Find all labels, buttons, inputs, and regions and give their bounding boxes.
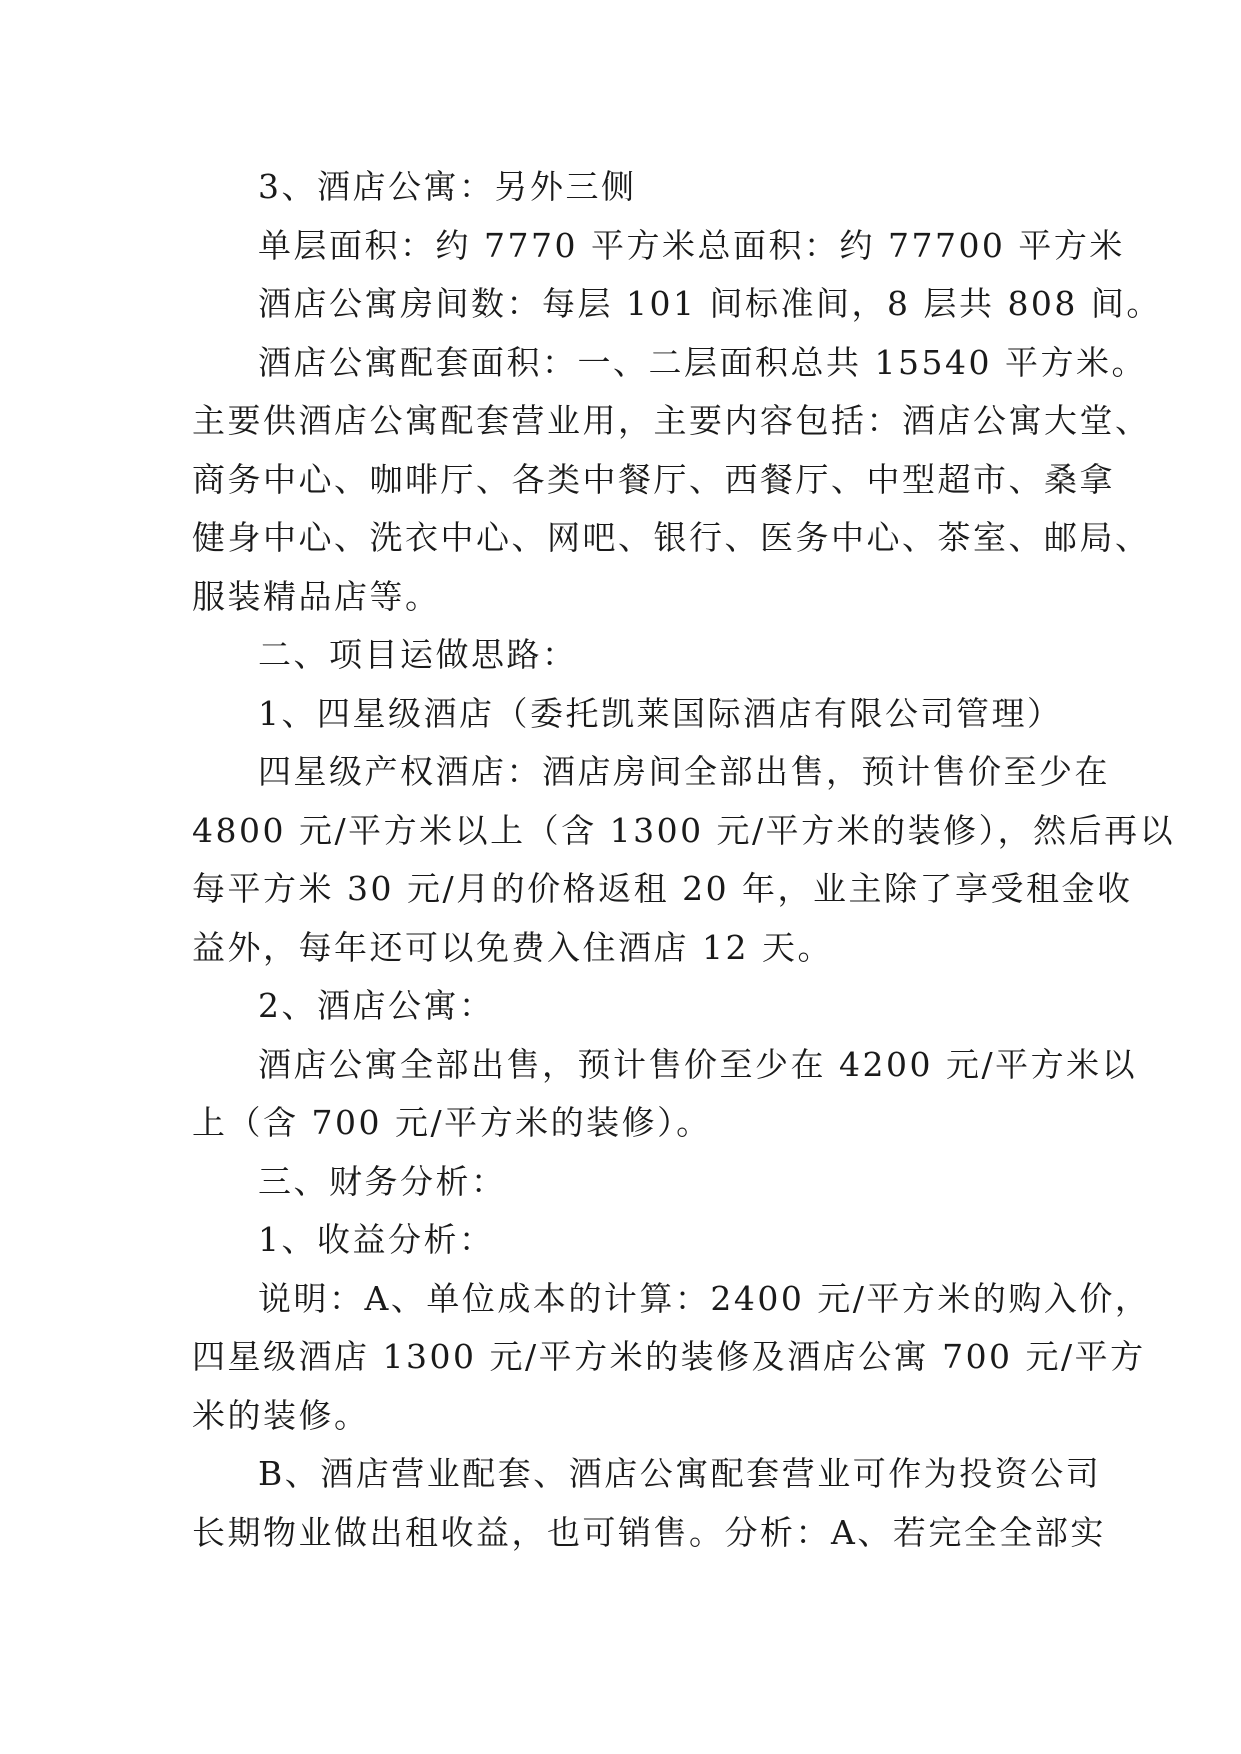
text-line: 说明：A、单位成本的计算：2400 元/平方米的购入价，: [258, 1278, 1151, 1318]
text-line: 3、酒店公寓：另外三侧: [258, 167, 637, 206]
para-8: [192, 977, 1060, 1036]
text-line: 服装精品店等。: [192, 576, 441, 616]
text-line: 米的装修。: [192, 1395, 370, 1435]
para-11: [192, 1211, 1060, 1270]
para-6: [192, 685, 1063, 744]
text-line: 2、酒店公寓：: [258, 986, 495, 1025]
text-line: 二、项目运做思路：: [258, 635, 578, 674]
text-line: 上（含 700 元/平方米的装修）。: [192, 1103, 712, 1142]
para-1: [192, 158, 1060, 217]
text-line: 1、四星级酒店（委托凯莱国际酒店有限公司管理）: [258, 693, 1063, 733]
text-line: 商务中心、咖啡厅、各类中餐厅、西餐厅、中型超市、桑拿: [192, 459, 1115, 499]
text-line: 四星级产权酒店：酒店房间全部出售，预计售价至少在: [258, 752, 1110, 791]
para-13: [192, 1445, 1106, 1562]
para-4: [192, 334, 1151, 627]
text-line: 1、收益分析：: [258, 1220, 495, 1259]
text-line: 4800 元/平方米以上（含 1300 元/平方米的装修），然后再以: [192, 810, 1176, 850]
para-9: [192, 1036, 1138, 1153]
text-line: 四星级酒店 1300 元/平方米的装修及酒店公寓 700 元/平方: [192, 1337, 1146, 1376]
para-10: [192, 1153, 1060, 1212]
text-line: B、酒店营业配套、酒店公寓配套营业可作为投资公司: [258, 1454, 1102, 1493]
text-line: 单层面积：约 7770 平方米总面积：约 77700 平方米: [258, 225, 1125, 265]
document-page: [192, 158, 1176, 1562]
text-line: 酒店公寓配套面积：一、二层面积总共 15540 平方米。: [258, 342, 1147, 382]
para-7: [192, 743, 1176, 977]
text-line: 健身中心、洗衣中心、网吧、银行、医务中心、茶室、邮局、: [192, 518, 1151, 557]
para-5: [192, 626, 1060, 685]
text-line: 主要供酒店公寓配套营业用，主要内容包括：酒店公寓大堂、: [192, 401, 1151, 440]
text-line: 益外，每年还可以免费入住酒店 12 天。: [192, 927, 833, 967]
text-line: 长期物业做出租收益，也可销售。分析：A、若完全全部实: [192, 1512, 1106, 1552]
text-line: 酒店公寓全部出售，预计售价至少在 4200 元/平方米以: [258, 1044, 1138, 1084]
para-12: [192, 1270, 1151, 1446]
text-line: 每平方米 30 元/月的价格返租 20 年，业主除了享受租金收: [192, 869, 1133, 908]
text-line: 酒店公寓房间数：每层 101 间标准间，8 层共 808 间。: [258, 284, 1162, 323]
para-3: [192, 275, 1162, 334]
para-2: [192, 217, 1125, 276]
text-line: 三、财务分析：: [258, 1161, 507, 1201]
